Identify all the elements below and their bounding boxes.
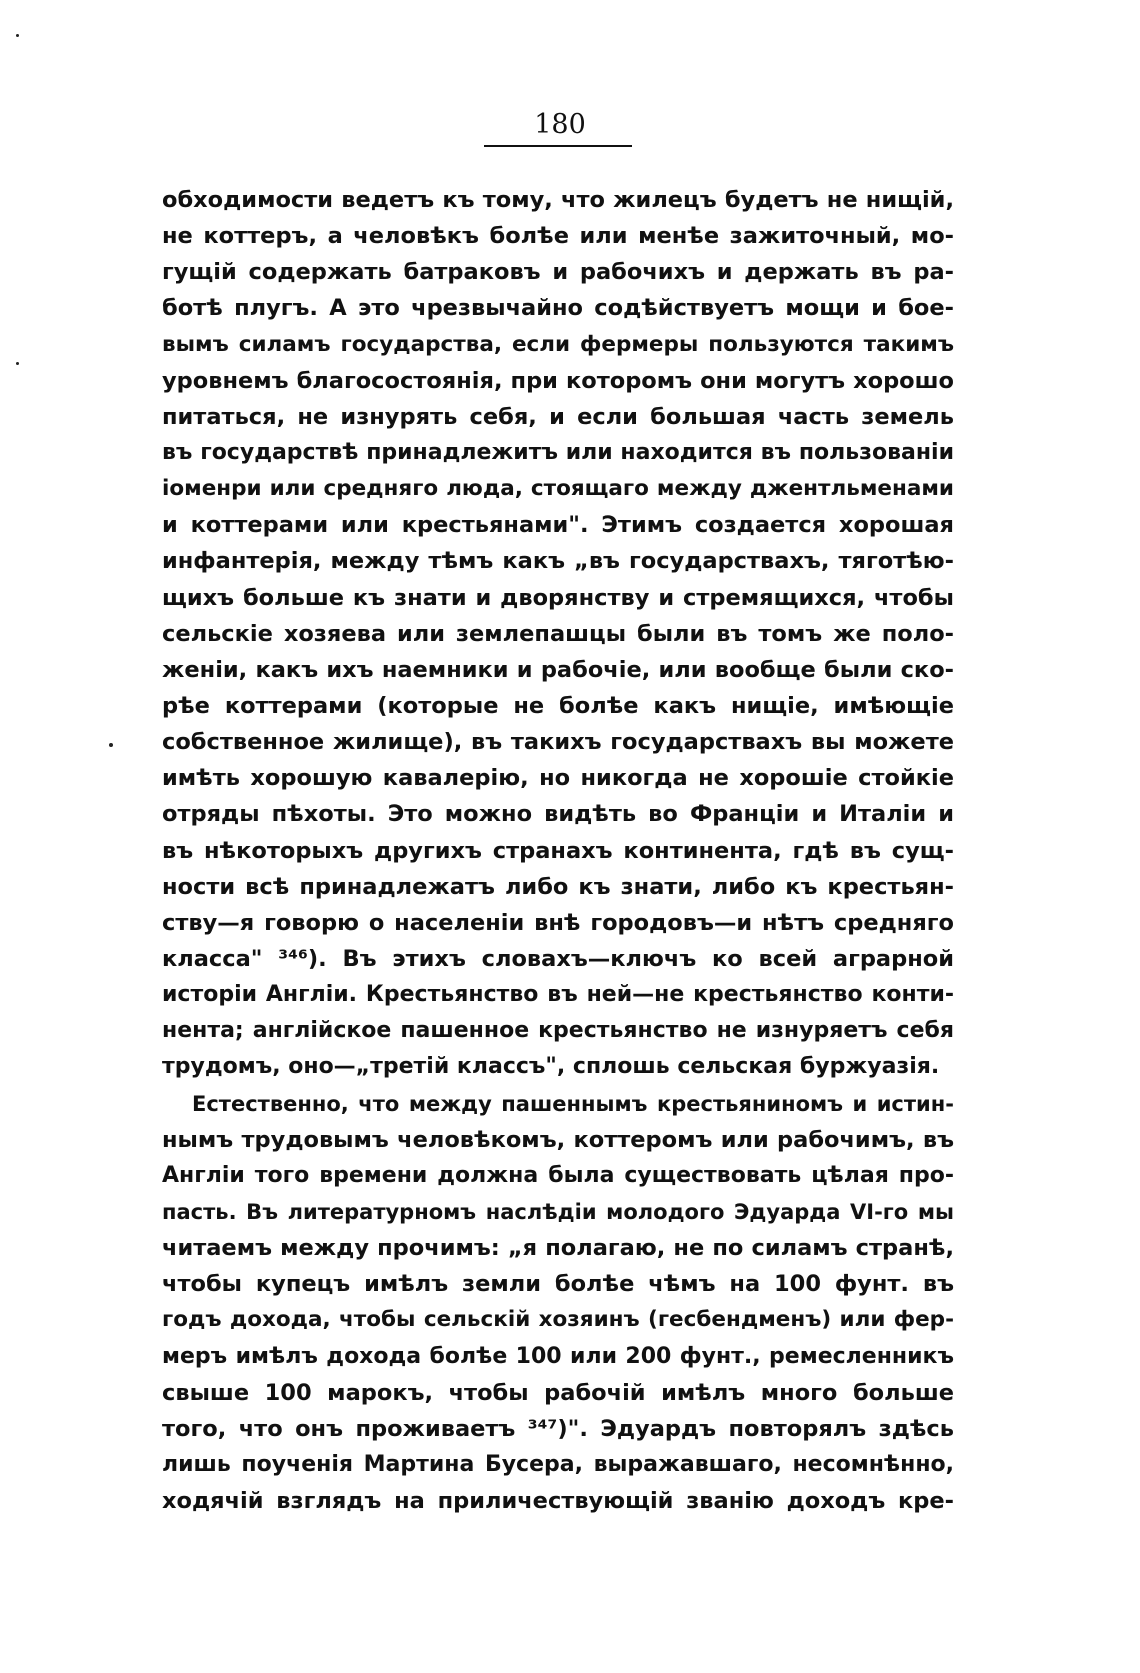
- text-line: чтобы купецъ имѣлъ земли болѣе чѣмъ на 100 фунт. въ: [162, 1271, 954, 1298]
- text-line: свыше 100 марокъ, чтобы рабочій имѣлъ много больше: [162, 1379, 954, 1406]
- text-line: лишь поученія Мартина Бусера, выражавшаго, несомнѣнно,: [162, 1451, 954, 1477]
- text-line: того, что онъ проживаетъ ³⁴⁷)". Эдуардъ повторялъ здѣсь: [162, 1415, 954, 1442]
- text-line: класса" ³⁴⁶). Въ этихъ словахъ—ключъ ко всей аграрной: [162, 945, 954, 972]
- text-line: Естественно, что между пашеннымъ крестьяниномъ и истин-: [192, 1091, 954, 1116]
- text-line: въ нѣкоторыхъ другихъ странахъ континента, гдѣ въ сущ-: [162, 837, 954, 864]
- text-line: обходимости ведетъ къ тому, что жилецъ будетъ не нищій,: [162, 187, 954, 213]
- text-line: іоменри или средняго люда, стоящаго между джентльменами: [162, 476, 954, 502]
- text-line: меръ имѣлъ дохода болѣе 100 или 200 фунт., ремесленникъ: [162, 1343, 954, 1369]
- text-line: годъ дохода, чтобы сельскій хозяинъ (гесбендменъ) или фер-: [162, 1307, 954, 1333]
- text-line: нымъ трудовымъ человѣкомъ, коттеромъ или рабочимъ, въ: [162, 1126, 954, 1153]
- text-line: пасть. Въ литературномъ наслѣдіи молодого Эдуарда VI-го мы: [162, 1199, 954, 1224]
- scan-speck: [109, 743, 113, 747]
- text-line: инфантерія, между тѣмъ какъ „въ государствахъ, тяготѣю-: [162, 548, 954, 575]
- page-number: 180: [534, 109, 586, 140]
- text-line: рѣе коттерами (которые не болѣе какъ нищіе, имѣющіе: [162, 692, 954, 719]
- text-line: ходячій взглядъ на приличествующій званію доходъ кре-: [162, 1488, 954, 1515]
- scan-speck: [16, 34, 19, 37]
- text-line: ности всѣ принадлежатъ либо къ знати, либо къ крестьян-: [162, 873, 954, 900]
- text-line: уровнемъ благосостоянія, при которомъ они могутъ хорошо: [162, 367, 954, 394]
- text-line: Англіи того времени должна была существовать цѣлая про-: [162, 1162, 954, 1188]
- text-line: вымъ силамъ государства, если фермеры пользуются такимъ: [162, 331, 954, 357]
- page-number-rule: [484, 145, 632, 147]
- text-line: читаемъ между прочимъ: „я полагаю, не по силамъ странѣ,: [162, 1235, 954, 1262]
- text-line: отряды пѣхоты. Это можно видѣть во Франціи и Италіи и: [162, 801, 954, 828]
- scan-speck: [16, 362, 19, 365]
- text-line: въ государствѣ принадлежитъ или находится въ пользованіи: [162, 439, 954, 465]
- text-line: нента; англійское пашенное крестьянство не изнуряетъ себя: [162, 1018, 954, 1044]
- body-text: [162, 182, 954, 1519]
- text-line: сельскіе хозяева или землепашцы были въ томъ же поло-: [162, 620, 954, 647]
- text-line: щихъ больше къ знати и дворянству и стремящихся, чтобы: [162, 584, 954, 611]
- text-line: питаться, не изнурять себя, и если большая часть земель: [162, 403, 954, 430]
- text-line: ботѣ плугъ. А это чрезвычайно содѣйствуетъ мощи и бое-: [162, 295, 954, 322]
- text-line: имѣть хорошую кавалерію, но никогда не хорошіе стойкіе: [162, 765, 954, 792]
- text-line: гущій содержать батраковъ и рабочихъ и держать въ ра-: [162, 259, 954, 286]
- text-line: и коттерами или крестьянами". Этимъ создается хорошая: [162, 512, 954, 539]
- text-line: трудомъ, оно—„третій классъ", сплошь сельская буржуазія.: [162, 1054, 940, 1080]
- text-line: собственное жилище), въ такихъ государствахъ вы можете: [162, 729, 954, 756]
- text-line: ству—я говорю о населеніи внѣ городовъ—и нѣтъ средняго: [162, 909, 954, 936]
- text-line: не коттеръ, а человѣкъ болѣе или менѣе зажиточный, мо-: [162, 223, 954, 250]
- text-line: исторіи Англіи. Крестьянство въ ней—не крестьянство конти-: [162, 982, 954, 1008]
- text-line: женіи, какъ ихъ наемники и рабочіе, или вообще были ско-: [162, 656, 954, 683]
